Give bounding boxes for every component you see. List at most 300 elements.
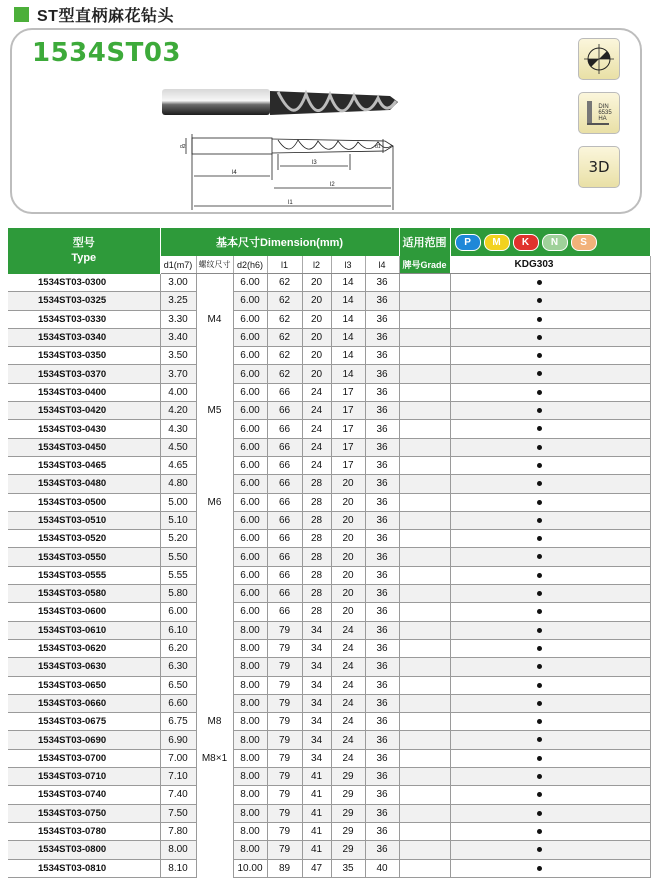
- cell-l4: 36: [365, 804, 399, 822]
- cell-l2: 28: [302, 493, 331, 511]
- availability-dot: [537, 573, 542, 578]
- cell-thread: [196, 420, 233, 438]
- cell-grade-kdg303: [450, 585, 650, 603]
- cell-l2: 34: [302, 676, 331, 694]
- cell-l1: 66: [267, 603, 302, 621]
- availability-dot: [537, 664, 542, 669]
- cell-l2: 41: [302, 804, 331, 822]
- cell-l2: 24: [302, 383, 331, 401]
- cell-application: [399, 365, 450, 383]
- col-l2: l2: [302, 256, 331, 274]
- cell-d1: 3.50: [160, 347, 196, 365]
- cell-d1: 5.55: [160, 566, 196, 584]
- cell-grade-kdg303: [450, 420, 650, 438]
- availability-dot: [537, 536, 542, 541]
- cell-l3: 17: [331, 402, 365, 420]
- cell-thread: [196, 548, 233, 566]
- cell-l1: 66: [267, 383, 302, 401]
- cell-d2: 6.00: [233, 438, 267, 456]
- availability-dot: [537, 390, 542, 395]
- cell-application: [399, 804, 450, 822]
- cell-application: [399, 841, 450, 859]
- cell-application: [399, 786, 450, 804]
- cell-grade-kdg303: [450, 438, 650, 456]
- cell-l1: 79: [267, 621, 302, 639]
- cell-l3: 24: [331, 658, 365, 676]
- cell-d2: 8.00: [233, 768, 267, 786]
- cell-type: 1534ST03-0520: [8, 530, 160, 548]
- drill-point-angle-icon: [578, 38, 620, 80]
- cell-grade-kdg303: [450, 566, 650, 584]
- cell-d1: 5.00: [160, 493, 196, 511]
- cell-l3: 20: [331, 585, 365, 603]
- cell-l2: 34: [302, 694, 331, 712]
- cell-l2: 28: [302, 475, 331, 493]
- cell-d1: 6.20: [160, 639, 196, 657]
- cell-l1: 66: [267, 548, 302, 566]
- cell-d1: 6.90: [160, 731, 196, 749]
- availability-dot: [537, 646, 542, 651]
- availability-dot: [537, 591, 542, 596]
- header-marker: [14, 7, 29, 22]
- table-row: [8, 402, 650, 420]
- cell-l1: 79: [267, 658, 302, 676]
- cell-thread: [196, 438, 233, 456]
- cell-l4: 36: [365, 676, 399, 694]
- cell-l2: 20: [302, 328, 331, 346]
- cell-l3: 24: [331, 621, 365, 639]
- cell-type: 1534ST03-0660: [8, 694, 160, 712]
- cell-d1: 3.25: [160, 292, 196, 310]
- cell-d1: 4.30: [160, 420, 196, 438]
- label-d2: d2: [180, 144, 186, 150]
- cell-application: [399, 548, 450, 566]
- cell-application: [399, 328, 450, 346]
- cell-l4: 36: [365, 530, 399, 548]
- cell-grade-kdg303: [450, 676, 650, 694]
- cell-l3: 17: [331, 438, 365, 456]
- cell-application: [399, 822, 450, 840]
- cell-type: 1534ST03-0630: [8, 658, 160, 676]
- cell-d1: 3.40: [160, 328, 196, 346]
- cell-type: 1534ST03-0325: [8, 292, 160, 310]
- availability-dot: [537, 701, 542, 706]
- cell-l2: 34: [302, 639, 331, 657]
- cell-l4: 36: [365, 438, 399, 456]
- cell-d1: 5.50: [160, 548, 196, 566]
- cell-application: [399, 566, 450, 584]
- cell-l2: 28: [302, 548, 331, 566]
- cell-l2: 34: [302, 621, 331, 639]
- cell-type: 1534ST03-0350: [8, 347, 160, 365]
- cell-l1: 66: [267, 420, 302, 438]
- cell-l2: 28: [302, 511, 331, 529]
- cell-application: [399, 310, 450, 328]
- availability-dot: [537, 298, 542, 303]
- cell-application: [399, 274, 450, 292]
- cell-l4: 36: [365, 420, 399, 438]
- cell-d2: 8.00: [233, 749, 267, 767]
- cell-d2: 6.00: [233, 420, 267, 438]
- cell-thread: [196, 621, 233, 639]
- table-row: [8, 274, 650, 292]
- cell-application: [399, 749, 450, 767]
- cell-application: [399, 603, 450, 621]
- cell-l4: 36: [365, 347, 399, 365]
- label-d1: d1: [375, 144, 381, 150]
- cell-d1: 3.70: [160, 365, 196, 383]
- cell-d1: 3.00: [160, 274, 196, 292]
- material-badges: [450, 228, 650, 256]
- spec-table-container: [8, 228, 650, 878]
- cell-l4: 36: [365, 639, 399, 657]
- availability-dot: [537, 866, 542, 871]
- cell-thread: [196, 603, 233, 621]
- cell-l4: 36: [365, 310, 399, 328]
- cell-l3: 24: [331, 749, 365, 767]
- availability-dot: [537, 408, 542, 413]
- type-header-cn: 型号: [72, 236, 95, 249]
- cell-l2: 41: [302, 841, 331, 859]
- cell-l3: 29: [331, 768, 365, 786]
- cell-application: [399, 530, 450, 548]
- cell-l4: 36: [365, 292, 399, 310]
- cell-l3: 20: [331, 475, 365, 493]
- cell-thread: [196, 566, 233, 584]
- cell-type: 1534ST03-0810: [8, 859, 160, 877]
- cell-thread: [196, 585, 233, 603]
- cell-thread: M6: [196, 493, 233, 511]
- cell-type: 1534ST03-0450: [8, 438, 160, 456]
- cell-type: 1534ST03-0700: [8, 749, 160, 767]
- col-l3: l3: [331, 256, 365, 274]
- cell-grade-kdg303: [450, 456, 650, 474]
- cell-thread: [196, 365, 233, 383]
- label-l1: l1: [288, 200, 293, 206]
- cell-d2: 8.00: [233, 731, 267, 749]
- 3d-model-icon[interactable]: 3D: [578, 146, 620, 188]
- cell-grade-kdg303: [450, 493, 650, 511]
- cell-l1: 66: [267, 493, 302, 511]
- cell-application: [399, 493, 450, 511]
- cell-l3: 20: [331, 493, 365, 511]
- cell-l1: 89: [267, 859, 302, 877]
- drill-dimension-drawing: [180, 130, 410, 218]
- table-row: [8, 841, 650, 859]
- cell-l1: 79: [267, 749, 302, 767]
- type-header: [8, 228, 160, 274]
- cell-d2: 6.00: [233, 292, 267, 310]
- table-row: [8, 511, 650, 529]
- cell-thread: M5: [196, 402, 233, 420]
- cell-l2: 20: [302, 310, 331, 328]
- cell-l2: 24: [302, 456, 331, 474]
- cell-grade-kdg303: [450, 621, 650, 639]
- table-row: [8, 566, 650, 584]
- cell-thread: [196, 292, 233, 310]
- cell-l4: 36: [365, 402, 399, 420]
- cell-d1: 7.80: [160, 822, 196, 840]
- spec-table: [8, 228, 651, 878]
- cell-application: [399, 731, 450, 749]
- cell-l1: 79: [267, 768, 302, 786]
- product-card: [10, 28, 642, 214]
- col-d1: d1(m7): [160, 256, 196, 274]
- cell-l3: 24: [331, 639, 365, 657]
- cell-l4: 36: [365, 749, 399, 767]
- cell-application: [399, 292, 450, 310]
- table-row: [8, 493, 650, 511]
- cell-grade-kdg303: [450, 310, 650, 328]
- cell-d2: 8.00: [233, 658, 267, 676]
- cell-l4: 36: [365, 621, 399, 639]
- cell-l3: 17: [331, 456, 365, 474]
- cell-application: [399, 420, 450, 438]
- cell-thread: [196, 822, 233, 840]
- cell-type: 1534ST03-0710: [8, 768, 160, 786]
- cell-type: 1534ST03-0650: [8, 676, 160, 694]
- cell-d2: 8.00: [233, 621, 267, 639]
- cell-l2: 34: [302, 658, 331, 676]
- cell-d1: 6.75: [160, 713, 196, 731]
- cell-l2: 28: [302, 585, 331, 603]
- cell-l4: 36: [365, 658, 399, 676]
- cell-l2: 34: [302, 731, 331, 749]
- cell-d2: 6.00: [233, 511, 267, 529]
- cell-d1: 4.80: [160, 475, 196, 493]
- cell-d1: 3.30: [160, 310, 196, 328]
- cell-d2: 8.00: [233, 713, 267, 731]
- cell-grade-kdg303: [450, 511, 650, 529]
- cell-l4: 36: [365, 585, 399, 603]
- cell-l4: 36: [365, 274, 399, 292]
- cell-thread: [196, 768, 233, 786]
- cell-l3: 14: [331, 274, 365, 292]
- cell-d1: 5.80: [160, 585, 196, 603]
- cell-l2: 41: [302, 822, 331, 840]
- material-badge-m: M: [484, 234, 510, 251]
- cell-d2: 8.00: [233, 786, 267, 804]
- cell-l1: 62: [267, 365, 302, 383]
- section-header: [14, 4, 174, 24]
- table-row: [8, 603, 650, 621]
- cell-application: [399, 658, 450, 676]
- table-row: [8, 621, 650, 639]
- cell-l4: 36: [365, 548, 399, 566]
- cell-grade-kdg303: [450, 402, 650, 420]
- availability-dot: [537, 683, 542, 688]
- cell-grade-kdg303: [450, 274, 650, 292]
- cell-l3: 14: [331, 347, 365, 365]
- cell-d1: 4.65: [160, 456, 196, 474]
- availability-dot: [537, 609, 542, 614]
- availability-dot: [537, 426, 542, 431]
- cell-l3: 14: [331, 365, 365, 383]
- cell-thread: [196, 530, 233, 548]
- cell-l1: 79: [267, 841, 302, 859]
- cell-l1: 66: [267, 456, 302, 474]
- cell-l1: 79: [267, 639, 302, 657]
- cell-type: 1534ST03-0740: [8, 786, 160, 804]
- cell-l4: 36: [365, 475, 399, 493]
- din-line1: DIN: [598, 104, 609, 110]
- cell-type: 1534ST03-0400: [8, 383, 160, 401]
- cell-thread: [196, 475, 233, 493]
- table-row: [8, 310, 650, 328]
- cell-d2: 6.00: [233, 456, 267, 474]
- label-l4: l4: [232, 170, 237, 176]
- cell-l2: 20: [302, 292, 331, 310]
- availability-dot: [537, 463, 542, 468]
- cell-thread: [196, 274, 233, 292]
- availability-dot: [537, 847, 542, 852]
- cell-l1: 79: [267, 676, 302, 694]
- cell-l1: 66: [267, 475, 302, 493]
- cell-grade-kdg303: [450, 365, 650, 383]
- availability-dot: [537, 829, 542, 834]
- cell-grade-kdg303: [450, 639, 650, 657]
- cell-d2: 10.00: [233, 859, 267, 877]
- cell-d1: 6.10: [160, 621, 196, 639]
- cell-d2: 6.00: [233, 475, 267, 493]
- cell-type: 1534ST03-0480: [8, 475, 160, 493]
- cell-d1: 5.20: [160, 530, 196, 548]
- table-row: [8, 859, 650, 877]
- cell-l3: 29: [331, 786, 365, 804]
- cell-l3: 14: [331, 328, 365, 346]
- cell-l1: 62: [267, 274, 302, 292]
- availability-dot: [537, 500, 542, 505]
- cell-thread: [196, 786, 233, 804]
- cell-l4: 36: [365, 456, 399, 474]
- cell-d1: 6.50: [160, 676, 196, 694]
- dimension-header: 基本尺寸Dimension(mm): [160, 228, 399, 256]
- table-row: [8, 585, 650, 603]
- cell-l2: 28: [302, 603, 331, 621]
- cell-l1: 79: [267, 731, 302, 749]
- cell-l2: 24: [302, 420, 331, 438]
- cell-l4: 40: [365, 859, 399, 877]
- cell-thread: [196, 841, 233, 859]
- cell-thread: [196, 456, 233, 474]
- cell-grade-kdg303: [450, 548, 650, 566]
- material-badge-k: K: [513, 234, 539, 251]
- cell-l2: 28: [302, 530, 331, 548]
- type-header-en: Type: [71, 251, 97, 264]
- cell-l1: 79: [267, 822, 302, 840]
- cell-l3: 24: [331, 713, 365, 731]
- cell-grade-kdg303: [450, 292, 650, 310]
- table-row: [8, 420, 650, 438]
- cell-d1: 6.60: [160, 694, 196, 712]
- cell-l1: 79: [267, 694, 302, 712]
- cell-d2: 8.00: [233, 639, 267, 657]
- availability-dot: [537, 445, 542, 450]
- cell-thread: [196, 511, 233, 529]
- col-l4: l4: [365, 256, 399, 274]
- cell-application: [399, 347, 450, 365]
- cell-l2: 20: [302, 365, 331, 383]
- cell-d1: 7.50: [160, 804, 196, 822]
- cell-thread: [196, 639, 233, 657]
- cell-l4: 36: [365, 566, 399, 584]
- cell-application: [399, 475, 450, 493]
- cell-type: 1534ST03-0550: [8, 548, 160, 566]
- cell-grade-kdg303: [450, 822, 650, 840]
- cell-l4: 36: [365, 365, 399, 383]
- table-row: [8, 768, 650, 786]
- cell-l1: 62: [267, 347, 302, 365]
- cell-d2: 8.00: [233, 841, 267, 859]
- cell-type: 1534ST03-0500: [8, 493, 160, 511]
- availability-dot: [537, 811, 542, 816]
- cell-l3: 35: [331, 859, 365, 877]
- cell-type: 1534ST03-0610: [8, 621, 160, 639]
- table-row: [8, 456, 650, 474]
- cell-l2: 24: [302, 438, 331, 456]
- cell-l3: 14: [331, 310, 365, 328]
- cell-l4: 36: [365, 768, 399, 786]
- cell-thread: [196, 328, 233, 346]
- cell-grade-kdg303: [450, 530, 650, 548]
- cell-grade-kdg303: [450, 347, 650, 365]
- din-standard-icon: [578, 92, 620, 134]
- table-row: [8, 383, 650, 401]
- cell-application: [399, 585, 450, 603]
- cell-l2: 41: [302, 786, 331, 804]
- label-l2: l2: [330, 182, 335, 188]
- grade-header: 牌号Grade: [399, 256, 450, 274]
- cell-grade-kdg303: [450, 841, 650, 859]
- grade-value: KDG303: [450, 256, 650, 274]
- cell-type: 1534ST03-0600: [8, 603, 160, 621]
- cell-d2: 8.00: [233, 694, 267, 712]
- table-row: [8, 822, 650, 840]
- cell-application: [399, 859, 450, 877]
- cell-thread: [196, 731, 233, 749]
- page-title: ST型直柄麻花钻头: [37, 7, 174, 25]
- cell-application: [399, 768, 450, 786]
- cell-grade-kdg303: [450, 475, 650, 493]
- table-row: [8, 804, 650, 822]
- cell-thread: [196, 658, 233, 676]
- availability-dot: [537, 792, 542, 797]
- cell-application: [399, 438, 450, 456]
- cell-l1: 66: [267, 566, 302, 584]
- availability-dot: [537, 518, 542, 523]
- cell-type: 1534ST03-0780: [8, 822, 160, 840]
- cell-type: 1534ST03-0620: [8, 639, 160, 657]
- cell-l1: 79: [267, 713, 302, 731]
- cell-l3: 20: [331, 548, 365, 566]
- cell-d1: 8.10: [160, 859, 196, 877]
- cell-d2: 6.00: [233, 402, 267, 420]
- table-row: [8, 658, 650, 676]
- cell-d2: 6.00: [233, 347, 267, 365]
- cell-grade-kdg303: [450, 786, 650, 804]
- cell-l4: 36: [365, 731, 399, 749]
- table-row: [8, 438, 650, 456]
- cell-l3: 24: [331, 694, 365, 712]
- cell-d1: 7.00: [160, 749, 196, 767]
- cell-d1: 7.40: [160, 786, 196, 804]
- cell-d2: 8.00: [233, 804, 267, 822]
- availability-dot: [537, 317, 542, 322]
- cell-type: 1534ST03-0330: [8, 310, 160, 328]
- material-badge-s: S: [571, 234, 597, 251]
- cell-l1: 66: [267, 530, 302, 548]
- cell-type: 1534ST03-0430: [8, 420, 160, 438]
